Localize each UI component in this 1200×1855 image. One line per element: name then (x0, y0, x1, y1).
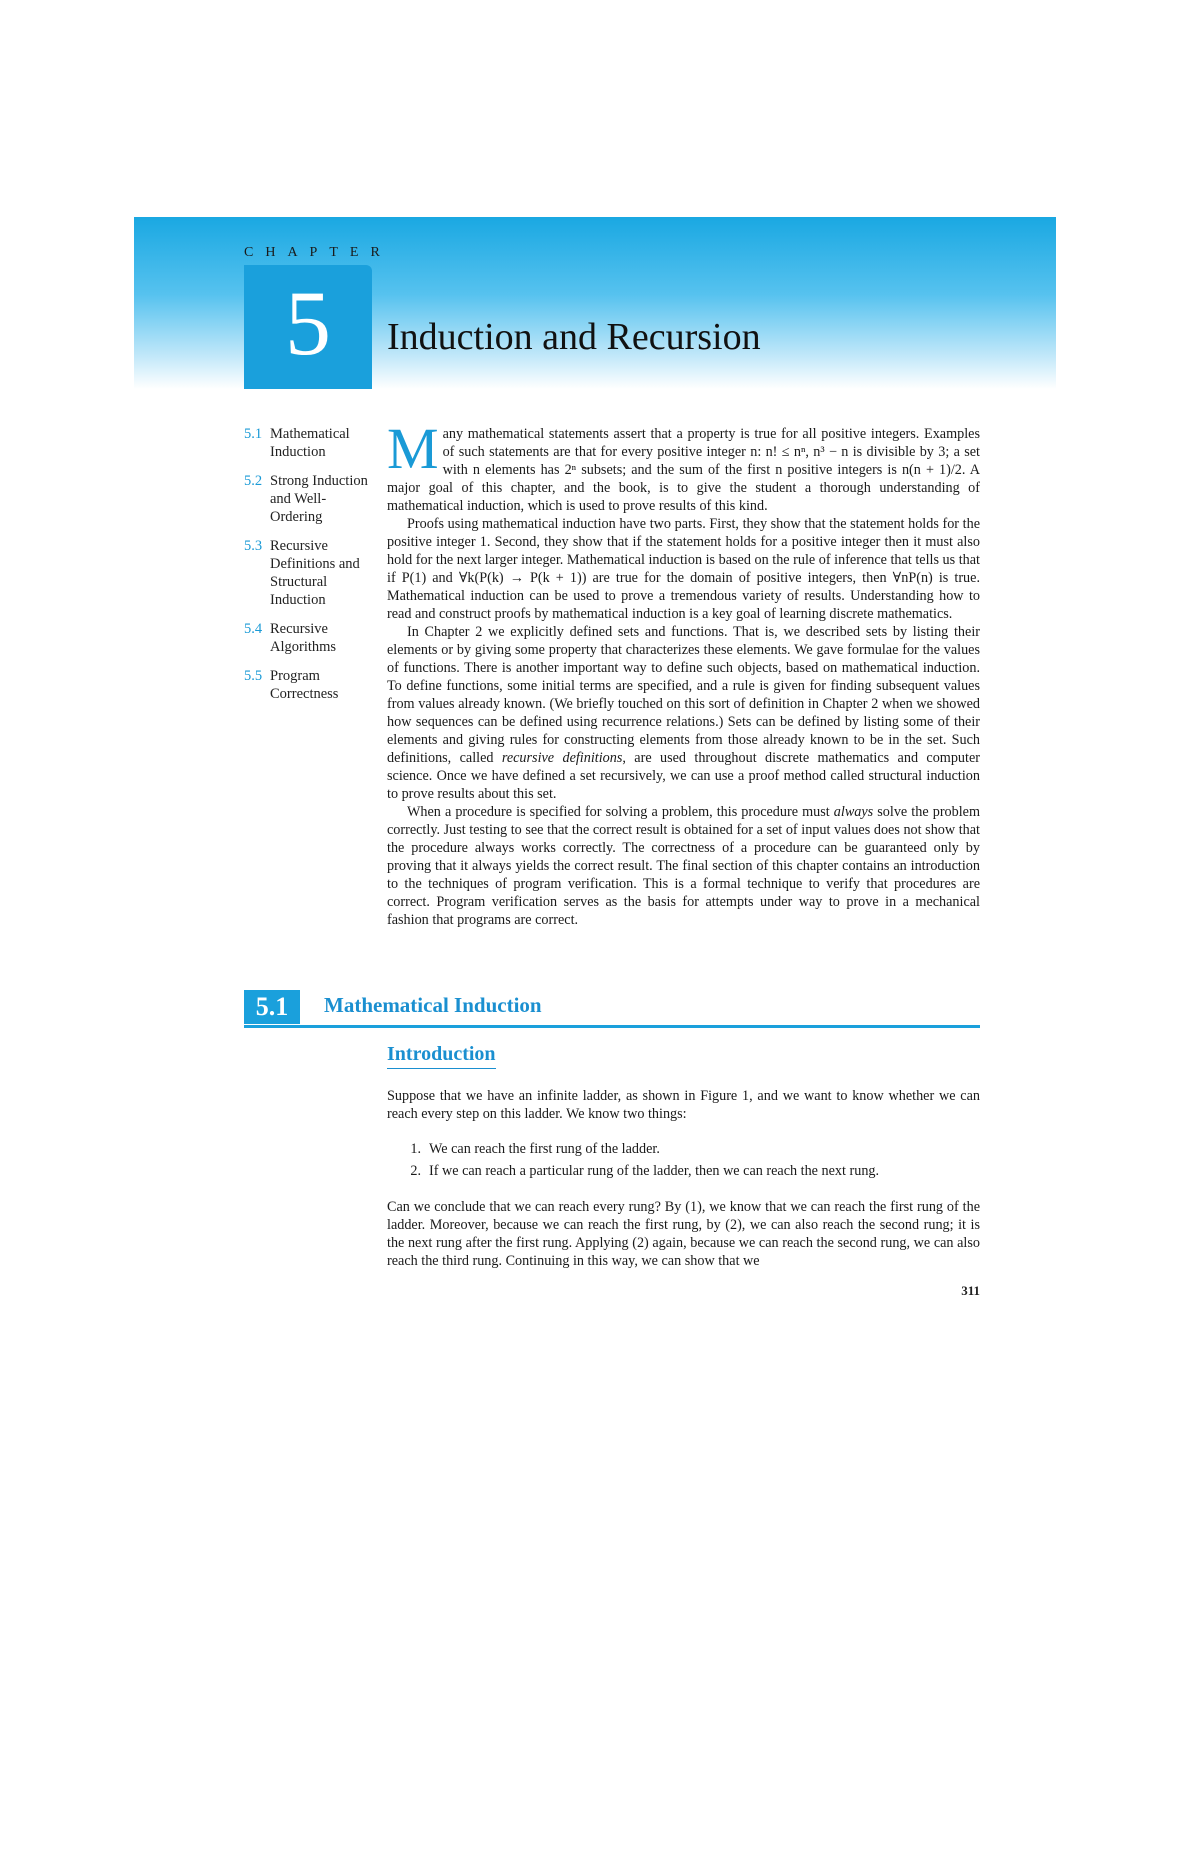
chapter-number-box (244, 265, 372, 389)
toc-number: 5.3 (244, 538, 263, 554)
chapter-introduction (387, 416, 981, 929)
chapter-title: Induction and Recursion (387, 316, 761, 358)
list-item (387, 1162, 980, 1180)
toc-label: Recursive Definitions and Structural Induction (270, 538, 360, 608)
intro-emphasis: always (833, 804, 874, 820)
numbered-list (387, 1140, 980, 1184)
section-title: Mathematical Induction (324, 993, 542, 1017)
intro-paragraph (387, 803, 980, 929)
section-paragraph (387, 1198, 980, 1270)
intro-paragraph-text: any mathematical statements assert that a property is true for all positive integers. Examples of such statements are that for every positive integer n: n! ≤ nⁿ, n³ − n is divisible by 3; a set with n elements has 2ⁿ subsets; and the sum of the first n positive integers is n(n + 1)/2. A major goal of this chapter, and the book, is to give the student a thorough understanding of mathematical induction, which is used to prove results of this kind. (387, 426, 980, 514)
toc-number: 5.2 (244, 473, 263, 489)
toc-item (244, 425, 372, 461)
list-number: 1. (410, 1141, 421, 1157)
section-paragraph (387, 1087, 980, 1123)
drop-cap: M (387, 416, 439, 481)
chapter-label: CHAPTER (244, 245, 392, 260)
chapter-number: 5 (285, 272, 331, 374)
list-number: 2. (410, 1163, 421, 1179)
chapter-contents (244, 425, 372, 714)
toc-label: Recursive Algorithms (270, 621, 337, 655)
section-rule (244, 1025, 980, 1028)
section-number: 5.1 (244, 990, 300, 1024)
toc-item (244, 537, 372, 609)
section-heading (244, 990, 980, 1030)
intro-text: In Chapter 2 we explicitly defined sets and functions. That is, we described sets by listing their elements or by giving some property that characterizes these elements. We gave formulae for the values of functions. There is another important way to define such objects, based on mathematical induction. To define functions, some initial terms are specified, and a rule is given for finding subsequent values from values already known. (We briefly touched on this sort of definition in Chapter 2 when we showed how sequences can be defined using recurrence relations.) Sets can be defined by listing some of their elements and giving rules for constructing elements from those already known to be in the set. Such definitions, called (387, 624, 980, 766)
intro-paragraph (387, 623, 980, 803)
toc-label: Mathematical Induction (270, 426, 350, 460)
page-number: 311 (961, 1283, 980, 1298)
list-text: We can reach the first rung of the ladder. (429, 1141, 660, 1157)
paragraph-text: Can we conclude that we can reach every rung? By (1), we know that we can reach the first rung of the ladder. Moreover, because we can reach the first rung, by (2), we can also reach the second rung; it is the next rung after the first rung. Applying (2) again, because we can reach the second rung, we can also reach the third rung. Continuing in this way, we can show that we (387, 1199, 980, 1269)
toc-item (244, 620, 372, 656)
toc-number: 5.5 (244, 668, 263, 684)
list-text: If we can reach a particular rung of the ladder, then we can reach the next rung. (429, 1163, 880, 1179)
intro-text: When a procedure is specified for solving a problem, this procedure must (407, 804, 834, 820)
list-item (387, 1140, 980, 1158)
toc-item (244, 667, 372, 703)
subsection-heading: Introduction (387, 1043, 496, 1069)
paragraph-text: Suppose that we have an infinite ladder, as shown in Figure 1, and we want to know whether we can reach every step on this ladder. We know two things: (387, 1088, 980, 1122)
toc-label: Program Correctness (270, 668, 339, 702)
toc-item (244, 472, 372, 526)
toc-number: 5.1 (244, 426, 263, 442)
toc-number: 5.4 (244, 621, 263, 637)
intro-paragraph: Proofs using mathematical induction have two parts. First, they show that the statement holds for the positive integer 1. Second, they show that if the statement holds for a positive integer then it must also hold for the next larger integer. Mathematical induction is based on the rule of inference that tells us that if P(1) and ∀k(P(k) → P(k + 1)) are true for the domain of positive integers, then ∀nP(n) is true. Mathematical induction can be used to prove a tremendous variety of results. Understanding how to read and construct proofs by mathematical induction is a key goal of learning discrete mathematics. (387, 516, 980, 622)
intro-text: , are used throughout discrete mathematics and computer science. Once we have defined a set recursively, we can use a proof method called structural induction to prove results about this set. (387, 750, 980, 802)
intro-paragraph (387, 416, 980, 515)
intro-text: solve the problem correctly. Just testing to see that the correct result is obtained for a set of input values does not show that the procedure always works correctly. The correctness of a procedure can be guaranteed only by proving that it always yields the correct result. The final section of this chapter contains an introduction to the techniques of program verification. This is a formal technique to verify that procedures are correct. Program verification serves as the basis for attempts under way to prove in a mechanical fashion that programs are correct. (387, 804, 981, 928)
toc-label: Strong Induction and Well-Ordering (270, 473, 368, 525)
intro-emphasis: recursive definitions (501, 750, 623, 766)
